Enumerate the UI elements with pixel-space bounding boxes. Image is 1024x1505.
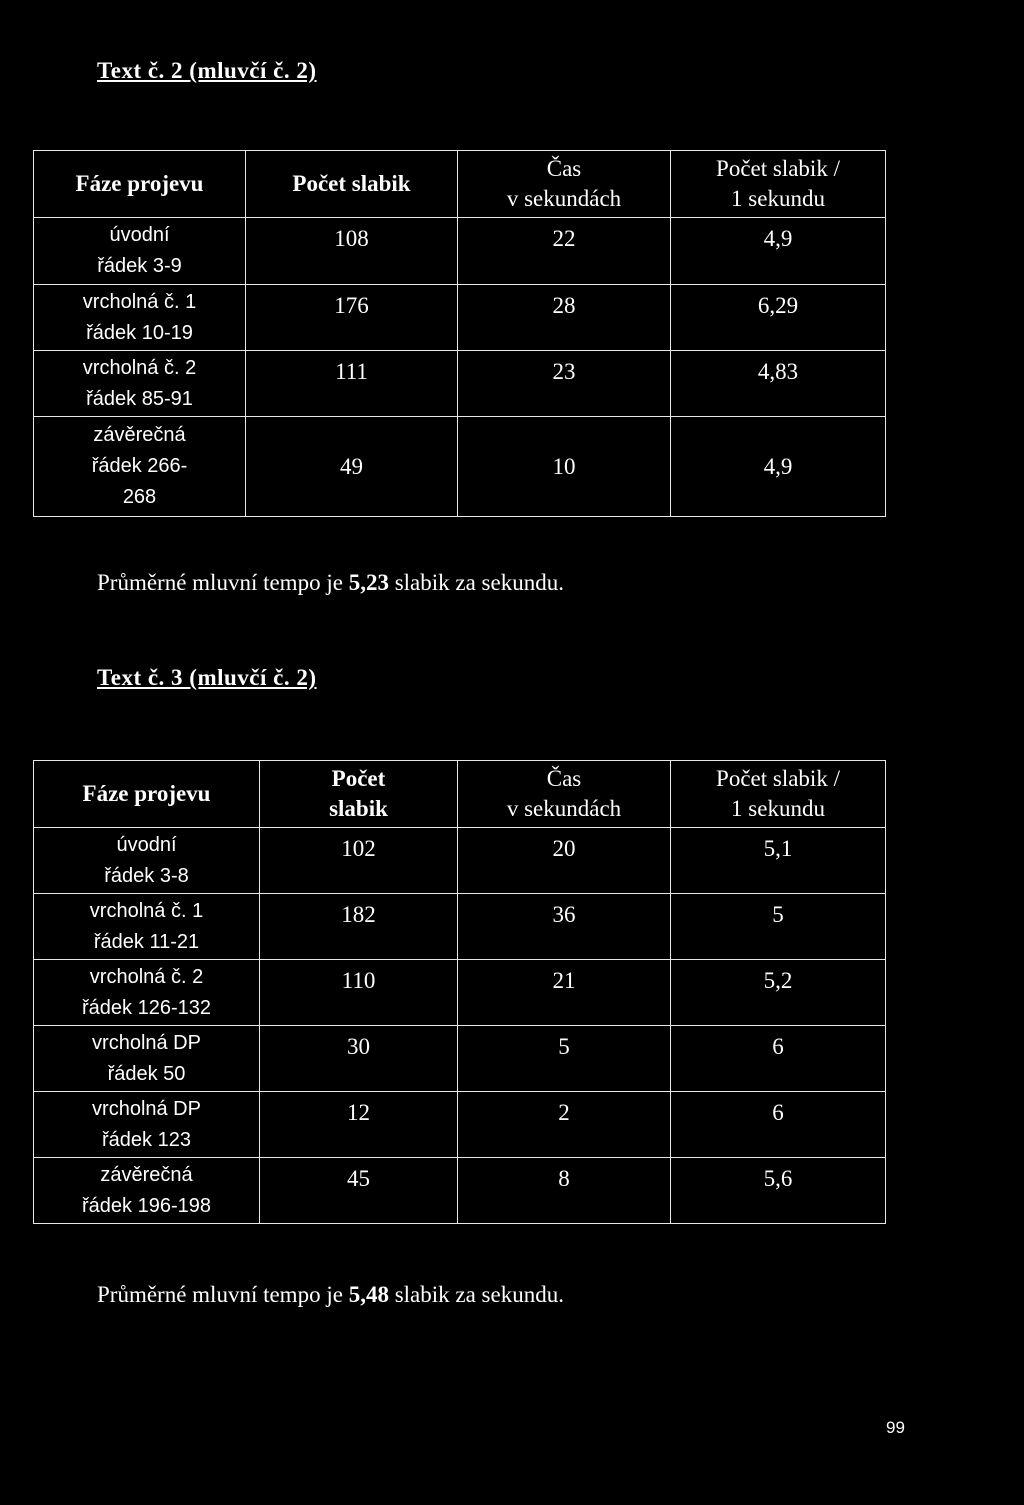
phase-cell: úvodní řádek 3-8 — [34, 828, 260, 894]
syllables-cell: 111 — [246, 351, 458, 417]
syllables-cell: 102 — [260, 828, 458, 894]
time-cell: 2 — [458, 1092, 671, 1158]
column-header: Fáze projevu — [34, 151, 246, 218]
table-row — [34, 285, 886, 351]
column-header: Čas v sekundách — [458, 151, 671, 218]
syllables-cell: 30 — [260, 1026, 458, 1092]
syllables-cell: 12 — [260, 1092, 458, 1158]
syllables-cell: 108 — [246, 218, 458, 285]
section1-header-row — [34, 151, 886, 218]
rate-cell: 6 — [671, 1026, 886, 1092]
phase-cell: závěrečná řádek 196-198 — [34, 1158, 260, 1224]
section1-summary — [97, 570, 564, 596]
time-cell: 10 — [458, 417, 671, 517]
phase-cell: vrcholná č. 1 řádek 10-19 — [34, 285, 246, 351]
phase-cell: vrcholná DP řádek 123 — [34, 1092, 260, 1158]
time-cell: 8 — [458, 1158, 671, 1224]
section2-header-row — [34, 761, 886, 828]
time-cell: 22 — [458, 218, 671, 285]
phase-cell: vrcholná č. 2 řádek 126-132 — [34, 960, 260, 1026]
section2-summary — [97, 1282, 564, 1308]
table-row — [34, 1092, 886, 1158]
summary-value: 5,23 — [348, 570, 389, 595]
table-row — [34, 218, 886, 285]
time-cell: 20 — [458, 828, 671, 894]
phase-cell: úvodní řádek 3-9 — [34, 218, 246, 285]
rate-cell: 4,83 — [671, 351, 886, 417]
syllables-cell: 45 — [260, 1158, 458, 1224]
time-cell: 23 — [458, 351, 671, 417]
page-number: 99 — [886, 1418, 905, 1437]
time-cell: 5 — [458, 1026, 671, 1092]
table-row — [34, 351, 886, 417]
rate-cell: 4,9 — [671, 218, 886, 285]
phase-cell: vrcholná DP řádek 50 — [34, 1026, 260, 1092]
section1-heading: Text č. 2 (mluvčí č. 2) — [97, 58, 317, 83]
section2-table — [33, 760, 886, 1224]
rate-cell: 6,29 — [671, 285, 886, 351]
time-cell: 36 — [458, 894, 671, 960]
table-row — [34, 828, 886, 894]
column-header: Počet slabik / 1 sekundu — [671, 761, 886, 828]
syllables-cell: 49 — [246, 417, 458, 517]
column-header: Fáze projevu — [34, 761, 260, 828]
syllables-cell: 182 — [260, 894, 458, 960]
table-row — [34, 894, 886, 960]
table-row — [34, 1026, 886, 1092]
summary-prefix: Průměrné mluvní tempo je — [97, 1282, 349, 1307]
rate-cell: 6 — [671, 1092, 886, 1158]
section1-table — [33, 150, 886, 517]
time-cell: 21 — [458, 960, 671, 1026]
column-header: Čas v sekundách — [458, 761, 671, 828]
summary-value: 5,48 — [348, 1282, 389, 1307]
phase-cell: závěrečná řádek 266- 268 — [34, 417, 246, 517]
summary-suffix: slabik za sekundu. — [388, 570, 564, 595]
summary-prefix: Průměrné mluvní tempo je — [97, 570, 349, 595]
time-cell: 28 — [458, 285, 671, 351]
table-row — [34, 960, 886, 1026]
rate-cell: 4,9 — [671, 417, 886, 517]
rate-cell: 5 — [671, 894, 886, 960]
rate-cell: 5,6 — [671, 1158, 886, 1224]
summary-suffix: slabik za sekundu. — [388, 1282, 564, 1307]
section2-heading: Text č. 3 (mluvčí č. 2) — [97, 665, 317, 690]
table-row — [34, 417, 886, 517]
column-header: Počet slabik — [260, 761, 458, 828]
column-header: Počet slabik / 1 sekundu — [671, 151, 886, 218]
syllables-cell: 110 — [260, 960, 458, 1026]
phase-cell: vrcholná č. 1 řádek 11-21 — [34, 894, 260, 960]
rate-cell: 5,1 — [671, 828, 886, 894]
table-row — [34, 1158, 886, 1224]
syllables-cell: 176 — [246, 285, 458, 351]
phase-cell: vrcholná č. 2 řádek 85-91 — [34, 351, 246, 417]
rate-cell: 5,2 — [671, 960, 886, 1026]
column-header: Počet slabik — [246, 151, 458, 218]
